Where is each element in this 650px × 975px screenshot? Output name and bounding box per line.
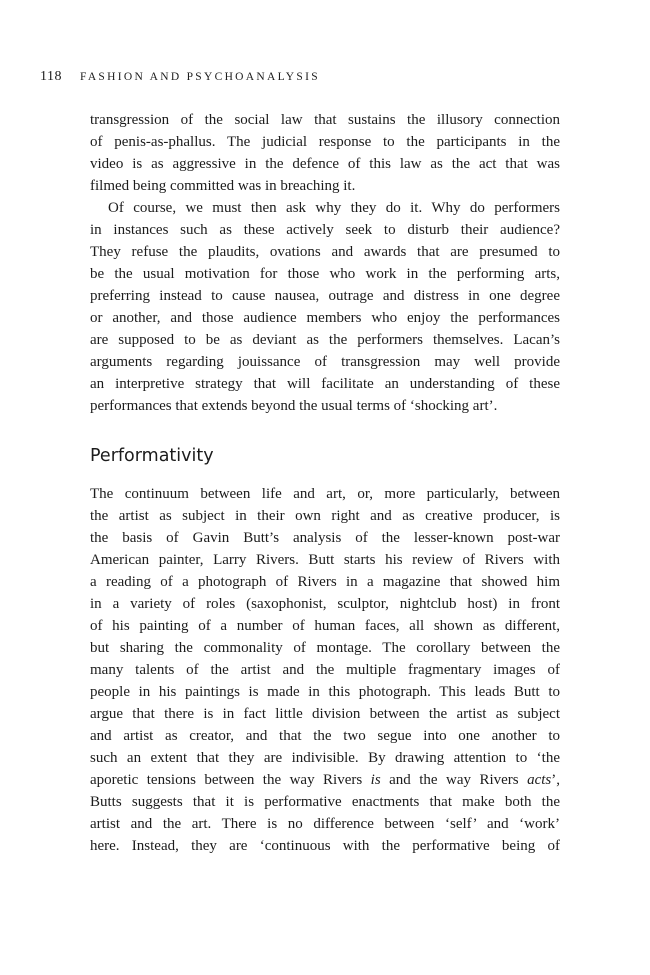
paragraph-3: [90, 483, 560, 857]
text-line: in a variety of roles (saxophonist, sculptor, nightclub host) in front: [90, 596, 560, 612]
text-line: here. Instead, they are ‘continuous with the performative being of: [90, 838, 560, 854]
text-line: American painter, Larry Rivers. Butt starts his review of Rivers with: [90, 552, 560, 568]
text-line: argue that there is in fact little division between the artist as subject: [90, 706, 560, 722]
text-line: people in his paintings is made in this photograph. This leads Butt to: [90, 684, 560, 700]
running-header: [40, 69, 320, 85]
section-heading: Performativity: [90, 446, 214, 466]
text-line: and artist as creator, and that the two segue into one another to: [90, 728, 560, 744]
text-line: but sharing the commonality of montage. The corollary between the: [90, 640, 560, 656]
text-line: or another, and those audience members who enjoy the performances: [90, 310, 560, 326]
text-line: transgression of the social law that sustains the illusory connection: [90, 112, 560, 128]
text-line: of penis-as-phallus. The judicial response to the participants in the: [90, 134, 560, 150]
text-run: and the way Rivers: [380, 772, 528, 788]
text-line: Butts suggests that it is performative enactments that make both the: [90, 794, 560, 810]
text-line: an interpretive strategy that will facilitate an understanding of these: [90, 376, 560, 392]
text-line-with-italics: [90, 769, 560, 791]
text-line: video is as aggressive in the defence of this law as the act that was: [90, 156, 560, 172]
text-line: many talents of the artist and the multiple fragmentary images of: [90, 662, 560, 678]
page-number: 118: [40, 69, 62, 84]
text-line: arguments regarding jouissance of transgression may well provide: [90, 354, 560, 370]
text-run: ’,: [551, 772, 561, 788]
text-line: be the usual motivation for those who work in the performing arts,: [90, 266, 560, 282]
text-line: the artist as subject in their own right and as creative producer, is: [90, 508, 560, 524]
text-line: such an extent that they are indivisible. By drawing attention to ‘the: [90, 750, 560, 766]
paragraph-1: [90, 109, 560, 197]
text-line: in instances such as these actively seek to disturb their audience?: [90, 222, 560, 238]
text-line: preferring instead to cause nausea, outrage and distress in one degree: [90, 288, 560, 304]
text-line: of his painting of a number of human faces, all shown as different,: [90, 618, 560, 634]
italic-word: is: [370, 772, 381, 788]
text-run: aporetic tensions between the way Rivers: [90, 772, 371, 788]
text-line: a reading of a photograph of Rivers in a magazine that showed him: [90, 574, 560, 590]
text-line: Of course, we must then ask why they do it. Why do performers: [108, 200, 560, 216]
text-line: performances that extends beyond the usual terms of ‘shocking art’.: [90, 398, 498, 414]
text-line: artist and the art. There is no difference between ‘self’ and ‘work’: [90, 816, 560, 832]
italic-word: acts: [527, 772, 552, 788]
paragraph-2: [90, 197, 560, 417]
text-line: The continuum between life and art, or, more particularly, between: [90, 486, 560, 502]
text-line: are supposed to be as deviant as the performers themselves. Lacan’s: [90, 332, 560, 348]
text-line: They refuse the plaudits, ovations and awards that are presumed to: [90, 244, 560, 260]
running-title: FASHION AND PSYCHOANALYSIS: [79, 71, 320, 83]
text-line: filmed being committed was in breaching it.: [90, 178, 356, 194]
text-line: the basis of Gavin Butt’s analysis of the lesser-known post-war: [90, 530, 560, 546]
